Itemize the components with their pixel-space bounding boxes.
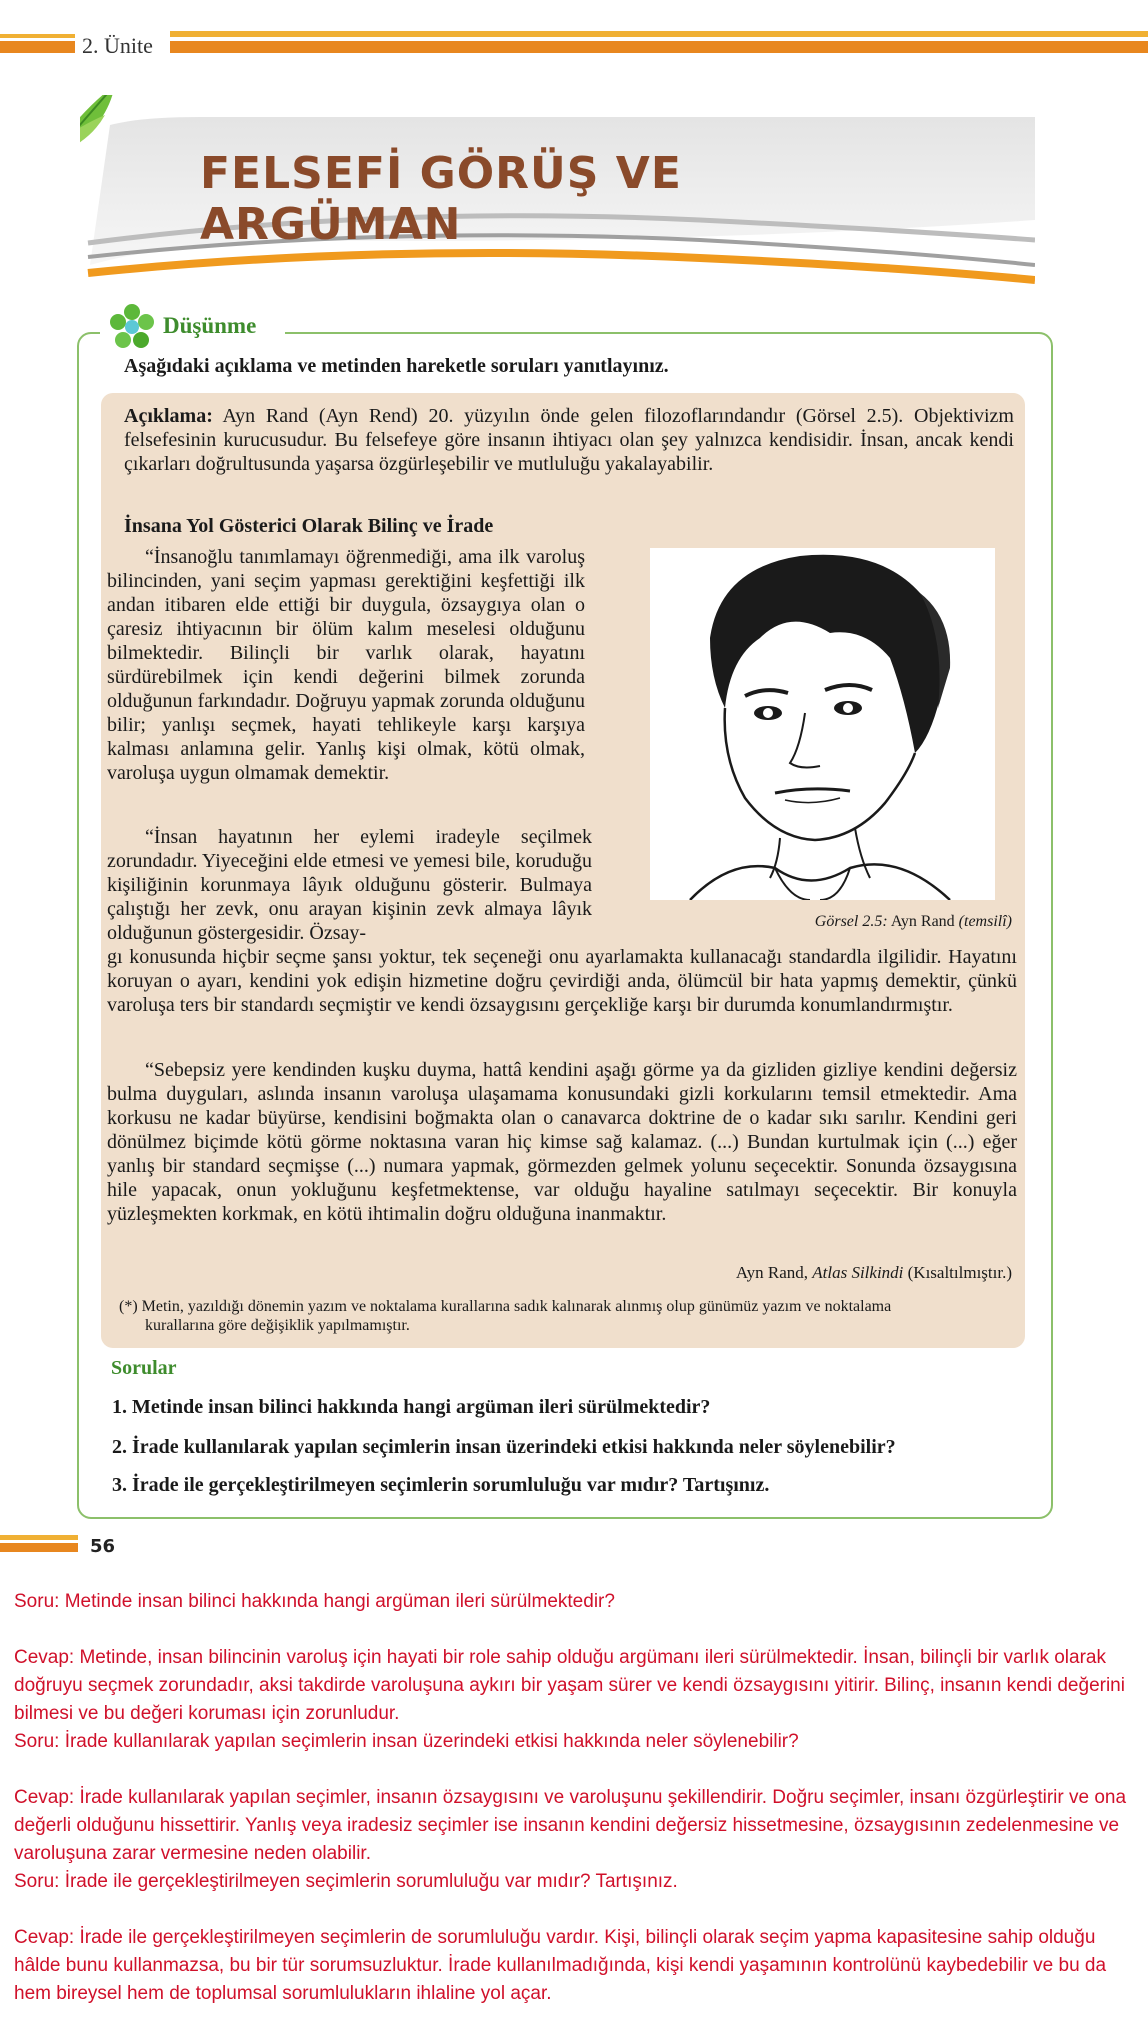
footer-bar xyxy=(0,1543,78,1552)
unit-label: 2. Ünite xyxy=(82,33,153,58)
page-title: FELSEFİ GÖRÜŞ VE ARGÜMAN xyxy=(200,148,682,250)
header-bar-right xyxy=(170,41,1148,53)
paragraph-1: “İnsanoğlu tanımlamayı öğrenmediği, ama ilk varoluş bilincinden, yani seçim yapması gerektiğini keşfettiği ilk andan itibaren elde ettiği bir duygula, özsaygıya olan o çaresiz ihtiyacının bir ölüm kalım meselesi olduğunu bilmektedir. Bilinçli bir varlık olarak, hayatını sürdürebilmek için kendi değerini bilmek zorunda olduğunun farkındadır. Doğruyu yapmak zorunda olduğunu bilir; yanlışı seçmek, hayati tehlikeyle karşı karşıya kalması anlamına gelir. Yanlış kişi olmak, kötü olmak, varoluşa uygun olmamak demektir. xyxy=(107,546,585,784)
source-book: Atlas Silkindi xyxy=(812,1263,904,1282)
question-2: 2. İrade kullanılarak yapılan seçimlerin insan üzerindeki etkisi hakkında neler söylenebilir? xyxy=(112,1436,896,1458)
question-1: 1. Metinde insan bilinci hakkında hangi argüman ileri sürülmektedir? xyxy=(112,1396,711,1418)
footnote xyxy=(119,1297,1015,1335)
paragraph-2-part-1: “İnsan hayatının her eylemi iradeyle seçilmek zorundadır. Yiyeceğini elde etmesi ve yemesi bile, koruduğu kişiliğinin korunmaya lâyık olduğunu gösterir. Bulmaya çalıştığı her zevk, onu arayan kişinin zevk almaya lâyık olduğunun göstergesidir. Özsay- xyxy=(107,826,592,944)
caption-note: (temsilî) xyxy=(958,913,1012,930)
qa-question-2: Soru: İrade kullanılarak yapılan seçimlerin insan üzerindeki etkisi hakkında neler söylenebilir? xyxy=(14,1731,799,1752)
question-3: 3. İrade ile gerçekleştirilmeyen seçimlerin sorumluluğu var mıdır? Tartışınız. xyxy=(112,1474,770,1496)
caption-name: Ayn Rand xyxy=(890,913,955,930)
explanation xyxy=(124,404,1014,476)
section-title: İnsana Yol Gösterici Olarak Bilinç ve İrade xyxy=(124,515,494,537)
qa-answer-1: Cevap: Metinde, insan bilincinin varoluş için hayati bir role sahip olduğu argümanı ileri sürülmektedir. İnsan, bilinçli bir varlık olarak doğruyu seçmek zorundadır, aksi takdirde varoluşuna aykırı bir yaşam sürer ve kendi özsaygısını yitirir. Bilinç, insanın kendi değerini bilmesi ve bu değeri koruması için zorunludur. xyxy=(14,1647,1125,1724)
header-bar-accent-right xyxy=(170,31,1148,37)
footnote-line-1: (*) Metin, yazıldığı dönemin yazım ve noktalama kurallarına sadık kalınarak alınmış olup günümüz yazım ve noktalama xyxy=(119,1298,892,1315)
explanation-text: Ayn Rand (Ayn Rend) 20. yüzyılın önde gelen filozoflarındandır (Görsel 2.5). Objektivizm felsefesinin kurucusudur. Bu felsefeye göre insanın ihtiyacı olan şey yalnızca kendisidir. İnsan, ancak kendi çıkarları doğrultusunda yaşarsa özgürleşebilir ve mutluluğu yakalayabilir. xyxy=(124,405,1014,475)
portrait-image xyxy=(650,548,995,900)
source-author: Ayn Rand, xyxy=(735,1263,808,1282)
header-bar-accent xyxy=(0,34,75,38)
footnote-line-2: kurallarına göre değişiklik yapılmamıştır. xyxy=(145,1317,410,1334)
image-caption xyxy=(700,913,1012,931)
caption-label: Görsel 2.5: xyxy=(814,913,888,930)
footer-bar-accent xyxy=(0,1535,78,1540)
qa-question-1: Soru: Metinde insan bilinci hakkında hangi argüman ileri sürülmektedir? xyxy=(14,1591,615,1612)
qa-question-3: Soru: İrade ile gerçekleştirilmeyen seçimlerin sorumluluğu var mıdır? Tartışınız. xyxy=(14,1871,678,1892)
paragraph-3: “Sebepsiz yere kendinden kuşku duyma, hattâ kendini aşağı görme ya da gizliden gizliye kendini değersiz bulma duyguları, aslında insanın varoluşa ulaşamama konusundaki gizli korkularını temsil etmektedir. Ama korkusu ne kadar büyürse, kendisini boğmakta olan o canavarca doktrine de o kadar sıkı sarılır. Kendini geri dönülmez biçimde kötü görme noktasına varan hiç kimse sağ kalamaz. (...) Bundan kurtulmak için (...) eğer yanlış bir standard seçmişse (...) numara yapmak, görmezden gelmek yolunu seçecektir. Sonunda özsaygısına hile yapacak, onun yokluğunu keşfetmektense, var olduğu hayaline satılmayı seçecektir. Bir konuyla yüzleşmekten korkmak, en kötü ihtimalin doğru olduğuna inanmaktır. xyxy=(107,1059,1017,1225)
source-note: (Kısaltılmıştır.) xyxy=(907,1263,1012,1282)
thinking-label: Düşünme xyxy=(163,313,257,338)
page-number: 56 xyxy=(90,1536,116,1557)
source-citation xyxy=(560,1263,1012,1283)
questions-heading: Sorular xyxy=(111,1357,177,1379)
qa-section xyxy=(14,1588,1134,2008)
instruction-text: Aşağıdaki açıklama ve metinden hareketle soruları yanıtlayınız. xyxy=(124,355,669,377)
flower-icon xyxy=(105,300,160,355)
header-bar-left xyxy=(0,41,75,53)
qa-answer-2: Cevap: İrade kullanılarak yapılan seçimler, insanın özsaygısını ve varoluşunu şekillendirir. Doğru seçimler, insanı özgürleştirir ve ona değerli olduğunu hissettirir. Yanlış veya iradesiz seçimler ise insanın kendini değersiz hissetmesine, özsaygısının zedelenmesine ve varoluşuna zarar vermesine neden olabilir. xyxy=(14,1787,1127,1864)
explanation-label: Açıklama: xyxy=(124,405,213,427)
paragraph-2-part-2: gı konusunda hiçbir seçme şansı yoktur, tek seçeneği onu ayarlamakta kullanacağı standardla ilgilidir. Hayatını koruyan o ayarı, kendini yok edişin hizmetine doğru çevirdiği anda, ölümcül bir hata yapmış demektir, çünkü varoluşa ters bir standardı seçmiştir ve kendi özsaygısını gerçekliğe karşı bir durumda konumlandırmıştır. xyxy=(107,946,1017,1016)
qa-answer-3: Cevap: İrade ile gerçekleştirilmeyen seçimlerin de sorumluluğu vardır. Kişi, bilinçli olarak seçim yapma kapasitesine sahip olduğu hâlde bunu kullanmazsa, bu bir tür sorumsuzluktur. İrade kullanılmadığında, kişi kendi yaşamının kontrolünü kaybedebilir ve bu da hem bireysel hem de toplumsal sorumlulukların ihlaline yol açar. xyxy=(14,1927,1107,2004)
